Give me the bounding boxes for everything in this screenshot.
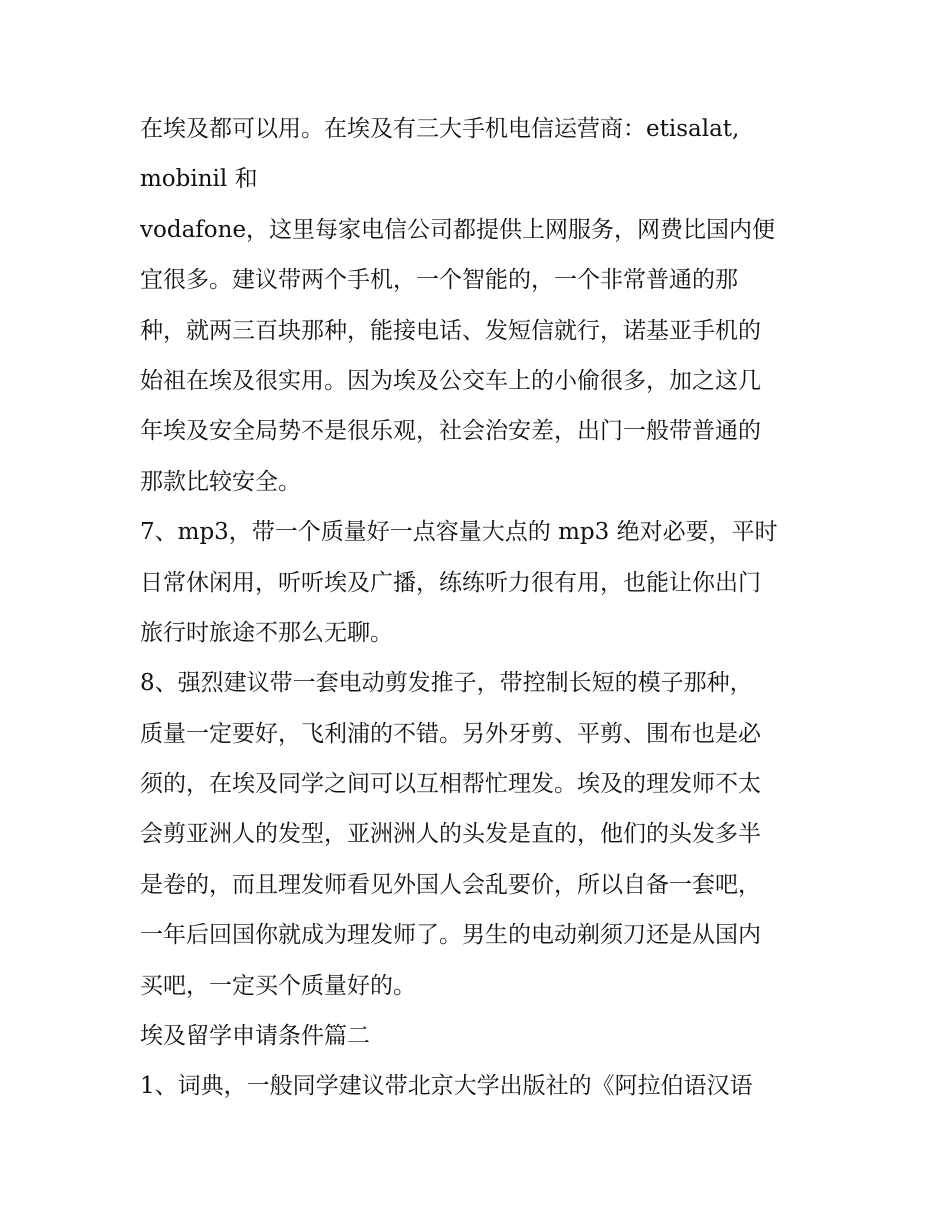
text-line: 买吧，一定买个质量好的。 (140, 972, 416, 999)
list-item-1: 1、词典，一般同学建议带北京大学出版社的《阿拉伯语汉语 (140, 1073, 753, 1100)
section-heading: 埃及留学申请条件篇二 (140, 1023, 370, 1050)
text-line: 种，就两三百块那种，能接电话、发短信就行，诺基亚手机的 (140, 317, 761, 344)
text-line: 年埃及安全局势不是很乐观，社会治安差，出门一般带普通的 (140, 418, 761, 445)
text-line: 质量一定要好，飞利浦的不错。另外牙剪、平剪、围布也是必 (140, 720, 761, 747)
text-line: mobinil 和 (140, 166, 258, 193)
text-line: 旅行时旅途不那么无聊。 (140, 619, 393, 646)
text-line: 在埃及都可以用。在埃及有三大手机电信运营商：etisalat, (140, 116, 740, 142)
text-line: 日常休闲用，听听埃及广播，练练听力很有用，也能让你出门 (140, 569, 761, 596)
text-line: 须的，在埃及同学之间可以互相帮忙理发。埃及的理发师不太 (140, 771, 761, 798)
document-body (140, 104, 830, 1112)
text-line: 那款比较安全。 (140, 468, 301, 495)
list-item-7: 7、mp3，带一个质量好一点容量大点的 mp3 绝对必要，平时 (140, 519, 778, 546)
text-line: vodafone，这里每家电信公司都提供上网服务，网费比国内便 (140, 216, 776, 243)
list-item-8: 8、强烈建议带一套电动剪发推子，带控制长短的模子那种， (140, 670, 753, 697)
text-line: 一年后回国你就成为理发师了。男生的电动剃须刀还是从国内 (140, 922, 761, 949)
text-line: 是卷的，而且理发师看见外国人会乱要价，所以自备一套吧， (140, 871, 761, 898)
text-line: 始祖在埃及很实用。因为埃及公交车上的小偷很多，加之这几 (140, 367, 761, 394)
text-line: 会剪亚洲人的发型，亚洲洲人的头发是直的，他们的头发多半 (140, 821, 761, 848)
text-line: 宜很多。建议带两个手机，一个智能的，一个非常普通的那 (140, 267, 738, 294)
